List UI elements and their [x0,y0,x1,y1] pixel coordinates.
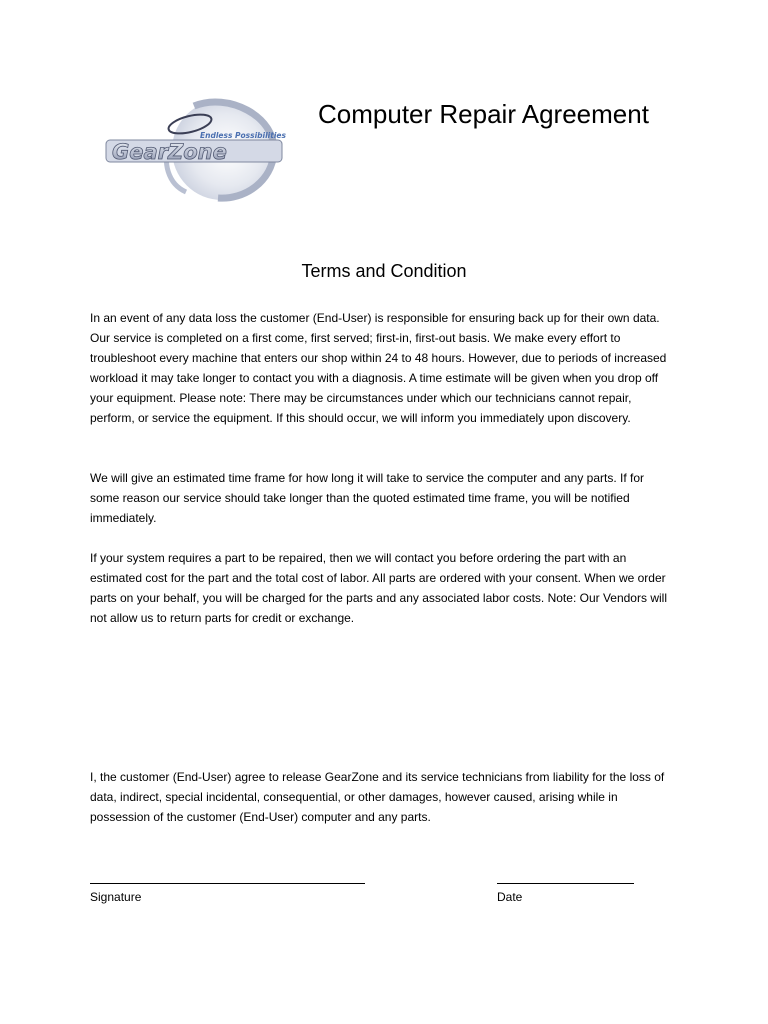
signature-label: Signature [90,890,142,904]
logo-name: GearZone [112,140,227,164]
date-line [497,883,634,884]
terms-paragraph-1: In an event of any data loss the customer (End-User) is responsible for ensuring back up for their own data. Our service is completed on a first come, first served; first-in, first-out basis. We make every effort to troubleshoot every machine that enters our shop within 24 to 48 hours. However, due to periods of increased workload it may take longer to contact you with a diagnosis. A time estimate will be given when you drop off your equipment. Please note: There may be circumstances under which our technicians cannot repair, perform, or service the equipment. If this should occur, we will inform you immediately upon discovery. [90,311,667,425]
release-statement: I, the customer (End-User) agree to release GearZone and its service technicians from liability for the loss of data, indirect, special incidental, consequential, or other damages, however caused, arising while in possession of the customer (End-User) computer and any parts. [90,770,665,824]
terms-paragraph-3: If your system requires a part to be repaired, then we will contact you before ordering the part with an estimated cost for the part and the total cost of labor. All parts are ordered with your consent. When we order parts on your behalf, you will be charged for the parts and any associated labor costs. Note: Our Vendors will not allow us to return parts for credit or exchange. [90,551,667,625]
gearzone-logo-graphic [98,96,294,202]
terms-paragraph-2: We will give an estimated time frame for how long it will take to service the computer and any parts. If for some reason our service should take longer than the quoted estimated time frame, you will be notified immediately. [90,471,645,525]
terms-heading: Terms and Condition [301,261,467,281]
gearzone-logo [98,96,294,202]
signature-line [90,883,365,884]
date-label: Date [497,890,523,904]
document-title: Computer Repair Agreement [318,99,649,129]
logo-tagline: Endless Possibilities [200,131,286,140]
